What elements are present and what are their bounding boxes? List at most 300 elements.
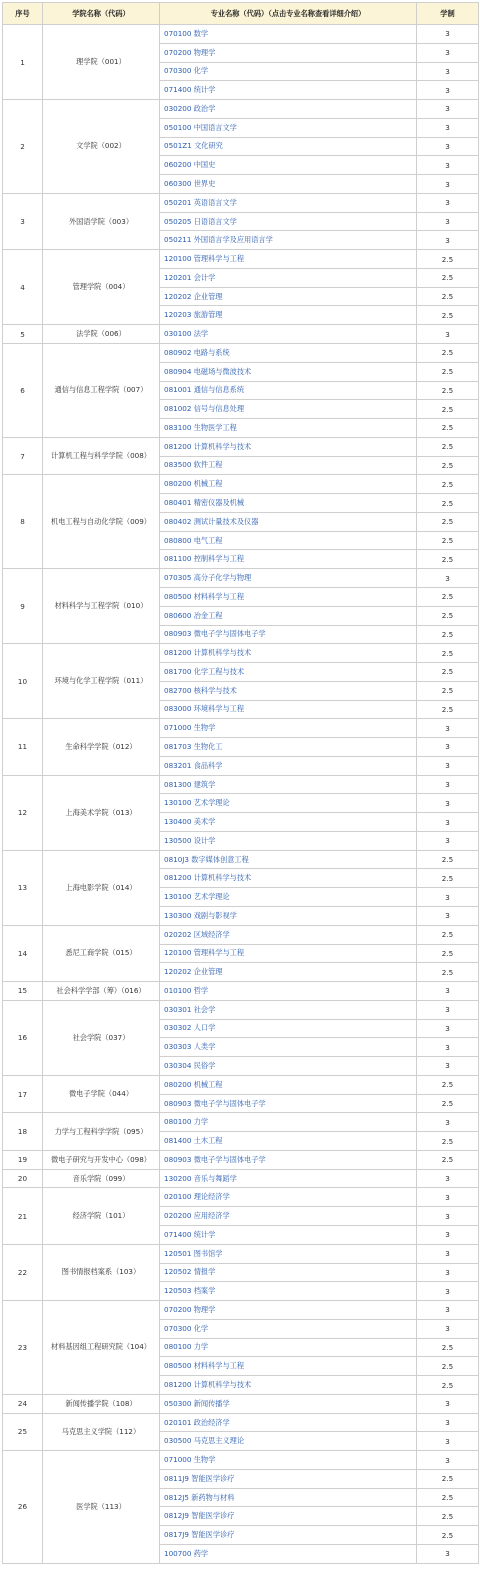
major-name: 核科学与技术 xyxy=(193,685,237,695)
major-code: 080902 xyxy=(164,347,192,357)
study-years: 3 xyxy=(417,1207,479,1226)
major-link[interactable] xyxy=(164,667,244,676)
major-name: 电路与系统 xyxy=(193,347,230,357)
major-link[interactable] xyxy=(164,1005,215,1014)
major-name: 力学 xyxy=(193,1117,209,1127)
major-cell xyxy=(160,1244,417,1263)
major-cell xyxy=(160,475,417,494)
school-name: 图书情报档案系（103） xyxy=(43,1244,160,1300)
major-name: 机械工程 xyxy=(193,1079,223,1089)
major-link[interactable] xyxy=(164,723,215,732)
major-name: 应用经济学 xyxy=(193,1211,230,1221)
major-name: 智能医学诊疗 xyxy=(191,1473,235,1483)
school-number: 20 xyxy=(3,1169,43,1188)
major-cell xyxy=(160,118,417,137)
school-number: 2 xyxy=(3,100,43,194)
table-row xyxy=(3,925,479,944)
major-cell xyxy=(160,944,417,963)
major-name: 音乐与舞蹈学 xyxy=(193,1173,237,1183)
table-row xyxy=(3,344,479,363)
program-table xyxy=(2,2,479,1564)
major-code: 081001 xyxy=(164,385,192,395)
table-row xyxy=(3,719,479,738)
major-cell xyxy=(160,813,417,832)
school-name: 材料科学与工程学院（010） xyxy=(43,569,160,644)
school-number: 1 xyxy=(3,25,43,100)
study-years: 2.5 xyxy=(417,587,479,606)
major-cell xyxy=(160,906,417,925)
major-name: 化学工程与技术 xyxy=(193,666,245,676)
major-link[interactable] xyxy=(164,986,208,995)
major-cell xyxy=(160,1451,417,1470)
major-name: 生物学 xyxy=(193,1455,216,1465)
school-number: 21 xyxy=(3,1188,43,1244)
major-cell xyxy=(160,1263,417,1282)
major-code: 030304 xyxy=(164,1060,192,1070)
major-link[interactable] xyxy=(164,1230,215,1239)
major-code: 080500 xyxy=(164,1361,192,1371)
study-years: 3 xyxy=(417,212,479,231)
major-link[interactable] xyxy=(164,1080,223,1089)
major-code: 130300 xyxy=(164,910,192,920)
major-name: 计算机科学与技术 xyxy=(193,873,252,883)
major-code: 050201 xyxy=(164,197,192,207)
major-link[interactable] xyxy=(164,1249,223,1258)
major-name: 计算机科学与技术 xyxy=(193,1380,252,1389)
major-link[interactable] xyxy=(164,1136,223,1145)
major-name: 化学 xyxy=(193,1323,209,1333)
major-link[interactable] xyxy=(164,460,223,469)
major-link[interactable] xyxy=(164,1192,230,1201)
major-code: 071000 xyxy=(164,723,192,733)
major-code: 030302 xyxy=(164,1023,192,1033)
major-code: 080401 xyxy=(164,498,192,508)
major-link[interactable] xyxy=(164,348,230,357)
major-cell xyxy=(160,1019,417,1038)
major-cell xyxy=(160,1357,417,1376)
major-cell xyxy=(160,456,417,475)
major-code: 080903 xyxy=(164,1154,192,1164)
study-years: 2.5 xyxy=(417,494,479,513)
table-row xyxy=(3,1188,479,1207)
major-link[interactable] xyxy=(164,1324,208,1333)
major-link[interactable] xyxy=(164,1511,234,1520)
major-code: 081200 xyxy=(164,873,192,883)
table-row xyxy=(3,775,479,794)
major-link[interactable] xyxy=(164,1061,215,1070)
major-link[interactable] xyxy=(164,817,215,826)
major-link[interactable] xyxy=(164,1117,208,1126)
school-number: 14 xyxy=(3,925,43,981)
major-link[interactable] xyxy=(164,780,215,789)
major-code: 081100 xyxy=(164,554,192,564)
major-code: 080500 xyxy=(164,591,192,601)
study-years: 3 xyxy=(417,1057,479,1076)
study-years: 2.5 xyxy=(417,550,479,569)
study-years: 3 xyxy=(417,43,479,62)
major-code: 080904 xyxy=(164,366,192,376)
major-link[interactable] xyxy=(164,761,223,770)
major-link[interactable] xyxy=(164,1493,234,1502)
major-link[interactable] xyxy=(164,1380,251,1389)
major-code: 081200 xyxy=(164,648,192,658)
major-code: 081400 xyxy=(164,1136,192,1146)
major-cell xyxy=(160,1000,417,1019)
major-code: 083000 xyxy=(164,704,192,714)
major-link[interactable] xyxy=(164,160,215,169)
school-number: 26 xyxy=(3,1451,43,1564)
major-cell xyxy=(160,1038,417,1057)
table-row xyxy=(3,437,479,456)
major-name: 测试计量技术及仪器 xyxy=(193,516,259,526)
major-link[interactable] xyxy=(164,611,223,620)
major-link[interactable] xyxy=(164,517,258,526)
table-row xyxy=(3,193,479,212)
major-link[interactable] xyxy=(164,948,244,957)
study-years: 3 xyxy=(417,118,479,137)
major-name: 人类学 xyxy=(193,1042,216,1052)
major-code: 020100 xyxy=(164,1192,192,1202)
school-name: 通信与信息工程学院（007） xyxy=(43,344,160,438)
major-name: 物理学 xyxy=(193,47,216,57)
study-years: 2.5 xyxy=(417,1376,479,1395)
major-name: 旅游管理 xyxy=(193,310,223,320)
study-years: 3 xyxy=(417,156,479,175)
study-years: 2.5 xyxy=(417,250,479,269)
major-name: 环境科学与工程 xyxy=(193,704,245,714)
major-cell xyxy=(160,268,417,287)
major-link[interactable] xyxy=(164,66,208,75)
major-code: 130400 xyxy=(164,817,192,827)
major-cell xyxy=(160,644,417,663)
major-link[interactable] xyxy=(164,798,230,807)
table-row xyxy=(3,25,479,44)
major-link[interactable] xyxy=(164,1155,266,1164)
major-cell xyxy=(160,1394,417,1413)
major-code: 120100 xyxy=(164,948,192,958)
study-years: 3 xyxy=(417,193,479,212)
table-row xyxy=(3,325,479,344)
major-cell xyxy=(160,494,417,513)
major-link[interactable] xyxy=(164,1099,266,1108)
school-name: 管理学院（004） xyxy=(43,250,160,325)
major-name: 生物化工 xyxy=(193,741,223,751)
school-name: 社会学院（037） xyxy=(43,1000,160,1075)
study-years: 3 xyxy=(417,1244,479,1263)
major-code: 020200 xyxy=(164,1211,192,1221)
major-cell xyxy=(160,587,417,606)
major-cell xyxy=(160,982,417,1001)
major-link[interactable] xyxy=(164,385,244,394)
major-code: 030200 xyxy=(164,103,192,113)
study-years: 3 xyxy=(417,1019,479,1038)
major-name: 信号与信息处理 xyxy=(193,404,245,414)
major-code: 010100 xyxy=(164,985,192,995)
school-name: 文学院（002） xyxy=(43,100,160,194)
school-name: 社会科学学部（筹）（016） xyxy=(43,982,160,1001)
major-name: 生物学 xyxy=(193,723,216,733)
major-cell xyxy=(160,1376,417,1395)
major-name: 数学 xyxy=(193,28,209,38)
major-cell xyxy=(160,1150,417,1169)
major-link[interactable] xyxy=(164,1474,234,1483)
study-years: 2.5 xyxy=(417,850,479,869)
major-link[interactable] xyxy=(164,254,244,263)
major-link[interactable] xyxy=(164,179,215,188)
major-name: 民俗学 xyxy=(193,1060,216,1070)
study-years: 2.5 xyxy=(417,663,479,682)
major-cell xyxy=(160,362,417,381)
major-code: 081700 xyxy=(164,666,192,676)
major-cell xyxy=(160,400,417,419)
major-code: 060300 xyxy=(164,179,192,188)
major-link[interactable] xyxy=(164,329,208,338)
header-major: 专业名称（代码）（点击专业名称查看详细介绍） xyxy=(160,3,417,25)
major-link[interactable] xyxy=(164,292,223,301)
study-years: 2.5 xyxy=(417,531,479,550)
table-row xyxy=(3,1169,479,1188)
major-link[interactable] xyxy=(164,1042,215,1051)
major-name: 日语语言文学 xyxy=(193,216,237,226)
major-link[interactable] xyxy=(164,310,223,319)
major-code: 130500 xyxy=(164,835,192,845)
study-years: 3 xyxy=(417,1545,479,1564)
major-name: 食品科学 xyxy=(193,760,223,770)
major-cell xyxy=(160,25,417,44)
major-code: 080903 xyxy=(164,629,192,639)
major-link[interactable] xyxy=(164,892,230,901)
major-code: 080402 xyxy=(164,516,192,526)
major-code: 080100 xyxy=(164,1342,192,1352)
major-code: 0501Z1 xyxy=(164,141,192,151)
school-name: 材料基因组工程研究院（104） xyxy=(43,1301,160,1395)
major-code: 020101 xyxy=(164,1417,192,1427)
major-link[interactable] xyxy=(164,629,266,638)
table-row xyxy=(3,569,479,588)
study-years: 3 xyxy=(417,175,479,194)
major-link[interactable] xyxy=(164,404,244,413)
major-name: 企业管理 xyxy=(193,967,223,977)
major-link[interactable] xyxy=(164,141,223,150)
major-link[interactable] xyxy=(164,911,237,920)
school-number: 6 xyxy=(3,344,43,438)
major-cell xyxy=(160,794,417,813)
study-years: 2.5 xyxy=(417,606,479,625)
major-link[interactable] xyxy=(164,554,244,563)
major-code: 070305 xyxy=(164,573,192,583)
school-name: 悉尼工商学院（015） xyxy=(43,925,160,981)
major-link[interactable] xyxy=(164,930,230,939)
major-name: 精密仪器及机械 xyxy=(193,498,245,508)
major-code: 0810J3 xyxy=(164,854,189,864)
major-link[interactable] xyxy=(164,29,208,38)
major-code: 070300 xyxy=(164,1323,192,1333)
major-code: 030500 xyxy=(164,1436,192,1446)
study-years: 2.5 xyxy=(417,1526,479,1545)
major-name: 机械工程 xyxy=(193,479,223,489)
major-link[interactable] xyxy=(164,836,215,845)
study-years: 3 xyxy=(417,831,479,850)
study-years: 2.5 xyxy=(417,869,479,888)
major-cell xyxy=(160,100,417,119)
major-name: 世界史 xyxy=(193,179,216,188)
major-cell xyxy=(160,606,417,625)
major-name: 计算机科学与技术 xyxy=(193,648,252,658)
major-link[interactable] xyxy=(164,704,244,713)
major-link[interactable] xyxy=(164,423,237,432)
major-cell xyxy=(160,850,417,869)
major-link[interactable] xyxy=(164,367,251,376)
major-link[interactable] xyxy=(164,1418,230,1427)
major-link[interactable] xyxy=(164,1436,244,1445)
major-cell xyxy=(160,306,417,325)
major-code: 120203 xyxy=(164,310,192,320)
table-row xyxy=(3,1301,479,1320)
school-number: 13 xyxy=(3,850,43,925)
major-code: 070200 xyxy=(164,1304,192,1314)
study-years: 2.5 xyxy=(417,475,479,494)
major-cell xyxy=(160,1319,417,1338)
major-name: 戏剧与影视学 xyxy=(193,910,237,920)
major-link[interactable] xyxy=(164,1399,230,1408)
school-name: 力学与工程科学学院（095） xyxy=(43,1113,160,1151)
school-name: 医学院（113） xyxy=(43,1451,160,1564)
major-link[interactable] xyxy=(164,967,223,976)
study-years: 3 xyxy=(417,1413,479,1432)
major-link[interactable] xyxy=(164,573,251,582)
major-link[interactable] xyxy=(164,686,237,695)
school-name: 计算机工程与科学学院（008） xyxy=(43,437,160,475)
school-number: 15 xyxy=(3,982,43,1001)
major-cell xyxy=(160,1207,417,1226)
major-name: 哲学 xyxy=(193,985,209,995)
school-name: 微电子研究与开发中心（098） xyxy=(43,1150,160,1169)
major-cell xyxy=(160,1094,417,1113)
major-code: 030303 xyxy=(164,1042,192,1052)
major-link[interactable] xyxy=(164,536,223,545)
major-name: 物理学 xyxy=(193,1304,216,1314)
major-link[interactable] xyxy=(164,1530,234,1539)
major-link[interactable] xyxy=(164,235,273,244)
study-years: 3 xyxy=(417,794,479,813)
major-link[interactable] xyxy=(164,198,237,207)
major-link[interactable] xyxy=(164,1455,215,1464)
major-link[interactable] xyxy=(164,648,251,657)
study-years: 3 xyxy=(417,775,479,794)
major-link[interactable] xyxy=(164,742,223,751)
major-link[interactable] xyxy=(164,855,249,864)
major-link[interactable] xyxy=(164,1023,215,1032)
study-years: 2.5 xyxy=(417,456,479,475)
major-cell xyxy=(160,1338,417,1357)
school-number: 8 xyxy=(3,475,43,569)
major-code: 071400 xyxy=(164,1229,192,1239)
table-row xyxy=(3,982,479,1001)
study-years: 3 xyxy=(417,1394,479,1413)
table-row xyxy=(3,1113,479,1132)
study-years: 2.5 xyxy=(417,381,479,400)
major-link[interactable] xyxy=(164,123,237,132)
major-name: 社会学 xyxy=(193,1004,216,1014)
major-link[interactable] xyxy=(164,104,215,113)
major-name: 管理科学与工程 xyxy=(193,948,245,958)
major-name: 建筑学 xyxy=(193,779,216,789)
school-name: 理学院（001） xyxy=(43,25,160,100)
major-cell xyxy=(160,663,417,682)
study-years: 3 xyxy=(417,888,479,907)
major-link[interactable] xyxy=(164,498,244,507)
major-cell xyxy=(160,569,417,588)
major-link[interactable] xyxy=(164,1342,208,1351)
major-code: 083201 xyxy=(164,760,192,770)
major-code: 020202 xyxy=(164,929,192,939)
major-code: 130100 xyxy=(164,798,192,808)
major-name: 控制科学与工程 xyxy=(193,554,245,564)
major-code: 071000 xyxy=(164,1455,192,1465)
major-code: 083100 xyxy=(164,422,192,432)
study-years: 2.5 xyxy=(417,1132,479,1151)
major-link[interactable] xyxy=(164,1174,237,1183)
major-cell xyxy=(160,738,417,757)
major-name: 通信与信息系统 xyxy=(193,385,245,395)
major-code: 100700 xyxy=(164,1548,192,1558)
major-cell xyxy=(160,1169,417,1188)
major-code: 081703 xyxy=(164,741,192,751)
major-cell xyxy=(160,193,417,212)
study-years: 3 xyxy=(417,1432,479,1451)
major-cell xyxy=(160,1113,417,1132)
major-link[interactable] xyxy=(164,873,251,882)
major-link[interactable] xyxy=(164,1305,215,1314)
school-number: 22 xyxy=(3,1244,43,1300)
school-name: 法学院（006） xyxy=(43,325,160,344)
major-link[interactable] xyxy=(164,85,215,94)
header-row xyxy=(3,3,479,25)
major-cell xyxy=(160,1057,417,1076)
major-link[interactable] xyxy=(164,273,215,282)
school-number: 9 xyxy=(3,569,43,644)
major-link[interactable] xyxy=(164,1211,230,1220)
major-name: 政治经济学 xyxy=(193,1417,230,1427)
major-name: 法学 xyxy=(193,329,209,339)
major-link[interactable] xyxy=(164,217,237,226)
major-cell xyxy=(160,625,417,644)
major-code: 081002 xyxy=(164,404,192,414)
major-cell xyxy=(160,550,417,569)
school-number: 23 xyxy=(3,1301,43,1395)
major-code: 070200 xyxy=(164,47,192,57)
major-code: 050211 xyxy=(164,235,192,245)
major-link[interactable] xyxy=(164,1286,215,1295)
major-link[interactable] xyxy=(164,48,215,57)
major-link[interactable] xyxy=(164,479,223,488)
major-link[interactable] xyxy=(164,1267,215,1276)
study-years: 2.5 xyxy=(417,268,479,287)
major-name: 软件工程 xyxy=(193,460,223,470)
major-link[interactable] xyxy=(164,1361,244,1370)
major-link[interactable] xyxy=(164,1549,208,1558)
study-years: 3 xyxy=(417,231,479,250)
major-code: 120202 xyxy=(164,967,192,977)
major-link[interactable] xyxy=(164,442,251,451)
study-years: 3 xyxy=(417,1451,479,1470)
major-cell xyxy=(160,212,417,231)
major-cell xyxy=(160,1432,417,1451)
major-link[interactable] xyxy=(164,592,244,601)
major-code: 030301 xyxy=(164,1004,192,1014)
major-cell xyxy=(160,1488,417,1507)
major-name: 人口学 xyxy=(193,1023,216,1033)
